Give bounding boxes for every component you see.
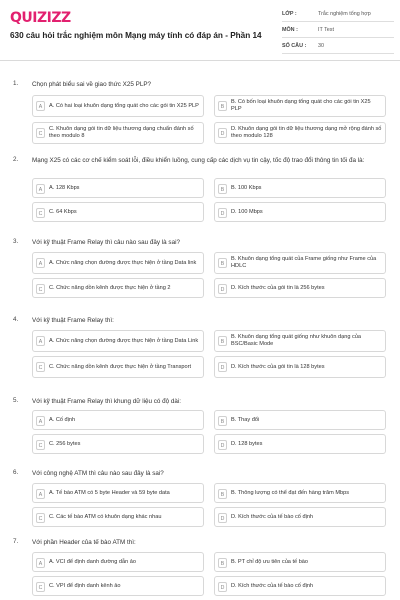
option-d[interactable] — [214, 278, 386, 298]
question-number: 6. — [13, 469, 19, 476]
option-b[interactable] — [214, 95, 386, 117]
option-b[interactable] — [214, 483, 386, 503]
option-d[interactable] — [214, 576, 386, 596]
option-b[interactable] — [214, 252, 386, 274]
option-letter: B — [218, 416, 227, 426]
option-text: C. 256 bytes — [49, 440, 81, 447]
option-c[interactable] — [32, 278, 204, 298]
option-letter: D — [218, 440, 227, 450]
option-letter: D — [218, 513, 227, 523]
option-a[interactable] — [32, 95, 204, 117]
meta-label: LỚP : — [282, 10, 297, 17]
question-text: Chọn phát biểu sai về giao thức X25 PLP? — [32, 81, 152, 88]
option-text: B. Có bốn loại khuôn dạng tổng quát cho các gói tin X25 PLP — [231, 99, 371, 112]
option-text: A. 128 Kbps — [49, 184, 80, 191]
option-a[interactable] — [32, 330, 204, 352]
option-letter: A — [36, 258, 45, 268]
option-d[interactable] — [214, 122, 386, 144]
option-d[interactable] — [214, 356, 386, 378]
question-number: 2. — [13, 156, 19, 163]
option-text: A. Có hai loại khuôn dạng tổng quát cho các gói tin X25 PLP — [49, 102, 199, 109]
option-letter: D — [218, 208, 227, 218]
question-text: Mạng X25 có các cơ chế kiểm soát lỗi, điều khiển luồng, cung cấp các dịch vụ tin cậy, tốc độ trao đổi thông tin tối đa là: — [32, 157, 365, 164]
option-a[interactable] — [32, 252, 204, 274]
option-text: C. Khuôn dạng gói tin dữ liệu thương dạng chuẩn đánh số theo modulo 8 — [49, 126, 194, 139]
option-letter: A — [36, 336, 45, 346]
option-letter: D — [218, 128, 227, 138]
option-d[interactable] — [214, 202, 386, 222]
option-letter: C — [36, 208, 45, 218]
option-letter: B — [218, 489, 227, 499]
option-text: A. Chức năng chọn đường được thực hiện ở tầng Data link — [49, 259, 197, 266]
option-text: A. Cố định — [49, 416, 76, 423]
option-b[interactable] — [214, 178, 386, 198]
option-letter: C — [36, 362, 45, 372]
option-c[interactable] — [32, 122, 204, 144]
meta-row-class — [282, 6, 394, 22]
option-text: D. Kích thước của tế bào cố định — [231, 513, 314, 520]
question-number: 5. — [13, 397, 19, 404]
option-letter: A — [36, 558, 45, 568]
meta-value: IT Test — [318, 26, 334, 33]
question-text: Với kỹ thuật Frame Relay thì khung dữ liệu có độ dài: — [32, 398, 182, 405]
meta-table — [282, 6, 394, 54]
option-text: D. Kích thước của gói tin là 128 bytes — [231, 363, 325, 370]
option-text: B. Thay đổi — [231, 416, 260, 423]
option-text: B. Khuôn dạng tổng quát giống như khuôn dạng của BSC/Basic Mode — [231, 334, 362, 347]
option-text: D. 128 bytes — [231, 440, 263, 447]
worksheet-header — [0, 0, 400, 61]
meta-label: MÔN : — [282, 26, 298, 33]
question-number: 4. — [13, 316, 19, 323]
quizizz-logo[interactable]: QUIZIZZ — [10, 10, 71, 26]
option-letter: C — [36, 128, 45, 138]
option-text: D. Kích thước của gói tin là 256 bytes — [231, 284, 325, 291]
option-text: D. Khuôn dạng gói tin dữ liệu thương dạng mở rộng đánh số theo modulo 128 — [231, 126, 382, 139]
meta-label: SỐ CÂU : — [282, 42, 307, 49]
option-letter: C — [36, 582, 45, 592]
option-c[interactable] — [32, 507, 204, 527]
option-text: B. Khuôn dạng tổng quát của Frame giống như Frame của HDLC — [231, 256, 377, 269]
option-text: C. Chức năng dồn kênh được thực hiện ở tầng 2 — [49, 284, 171, 291]
option-letter: A — [36, 489, 45, 499]
option-letter: D — [218, 582, 227, 592]
option-text: D. 100 Mbps — [231, 208, 263, 215]
option-letter: B — [218, 558, 227, 568]
option-d[interactable] — [214, 507, 386, 527]
option-letter: C — [36, 284, 45, 294]
meta-row-subject — [282, 22, 394, 38]
meta-value: Trắc nghiệm tổng hợp — [318, 10, 371, 17]
option-letter: A — [36, 184, 45, 194]
question-number: 7. — [13, 538, 19, 545]
option-b[interactable] — [214, 330, 386, 352]
option-text: C. VPI để định danh kênh ảo — [49, 582, 121, 589]
option-text: C. Chức năng dồn kênh được thực hiện ở tầng Transport — [49, 363, 192, 370]
option-a[interactable] — [32, 552, 204, 572]
question-text: Với kỹ thuật Frame Relay thì: — [32, 317, 114, 324]
option-text: A. Tế bào ATM có 5 byte Header và 59 byte data — [49, 489, 170, 496]
option-c[interactable] — [32, 202, 204, 222]
question-text: Với phần Header của tế bào ATM thì: — [32, 539, 136, 546]
option-a[interactable] — [32, 483, 204, 503]
page-title: 630 câu hỏi trắc nghiệm môn Mạng máy tính có đáp án - Phần 14 — [10, 31, 262, 40]
option-a[interactable] — [32, 178, 204, 198]
option-letter: D — [218, 362, 227, 372]
option-text: A. VCI để định danh đường dẫn ảo — [49, 558, 137, 565]
option-text: B. 100 Kbps — [231, 184, 262, 191]
option-text: A. Chức năng chọn đường được thực hiện ở tầng Data Link — [49, 337, 199, 344]
option-text: D. Kích thước của tế bào cố định — [231, 582, 314, 589]
option-text: B. PT chỉ độ ưu tiên của tế bào — [231, 558, 309, 565]
option-text: C. 64 Kbps — [49, 208, 77, 215]
option-a[interactable] — [32, 410, 204, 430]
option-letter: C — [36, 440, 45, 450]
option-text: B. Thông lượng có thể đạt đến hàng trăm Mbps — [231, 489, 350, 496]
option-text: C. Các tế bào ATM có khuôn dạng khác nhau — [49, 513, 162, 520]
meta-row-count — [282, 38, 394, 54]
option-d[interactable] — [214, 434, 386, 454]
option-letter: B — [218, 336, 227, 346]
option-letter: B — [218, 258, 227, 268]
question-text: Với kỹ thuật Frame Relay thì câu nào sau đây là sai? — [32, 239, 180, 246]
question-text: Với công nghệ ATM thì câu nào sau đây là sai? — [32, 470, 164, 477]
option-letter: D — [218, 284, 227, 294]
option-c[interactable] — [32, 576, 204, 596]
option-letter: B — [218, 184, 227, 194]
option-letter: B — [218, 101, 227, 111]
meta-value: 30 — [318, 42, 324, 49]
option-b[interactable] — [214, 552, 386, 572]
option-b[interactable] — [214, 410, 386, 430]
option-letter: A — [36, 101, 45, 111]
question-number: 3. — [13, 238, 19, 245]
option-letter: C — [36, 513, 45, 523]
question-number: 1. — [13, 80, 19, 87]
option-c[interactable] — [32, 434, 204, 454]
option-letter: A — [36, 416, 45, 426]
option-c[interactable] — [32, 356, 204, 378]
